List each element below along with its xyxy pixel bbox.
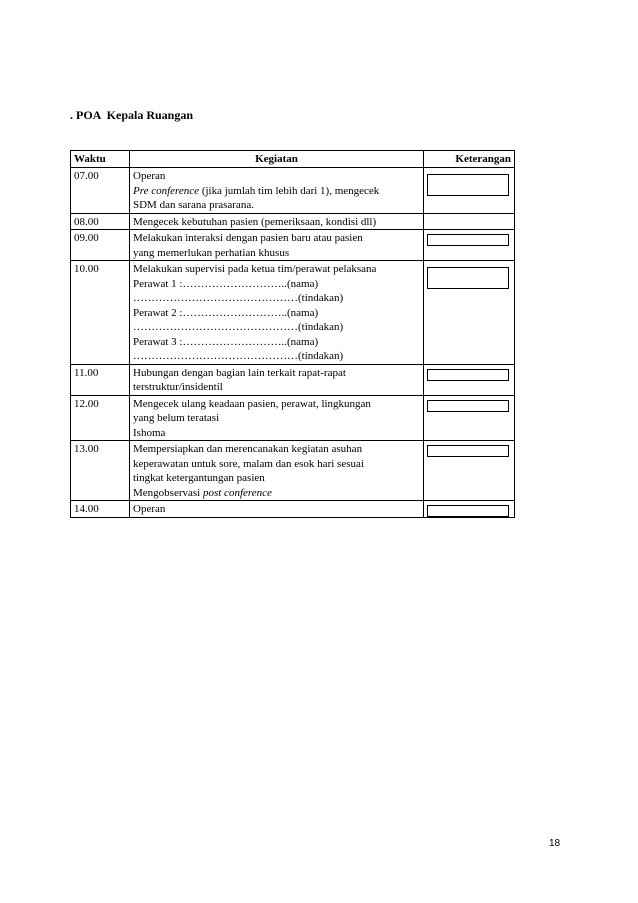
time-cell: 09.00 <box>71 230 130 261</box>
keterangan-cell <box>424 395 515 441</box>
page-heading: . POA Kepala Ruangan <box>70 108 194 122</box>
time-cell: 08.00 <box>71 213 130 230</box>
activity-line <box>133 486 420 501</box>
table-row <box>71 261 515 365</box>
keterangan-box <box>427 400 509 412</box>
keterangan-cell <box>424 441 515 501</box>
time-cell: 14.00 <box>71 501 130 518</box>
table-row <box>71 230 515 261</box>
header-kegiatan: Kegiatan <box>130 151 424 168</box>
keterangan-box <box>427 267 509 289</box>
keterangan-box <box>427 174 509 196</box>
activity-line: Mengecek ulang keadaan pasien, perawat, lingkungan <box>133 397 371 410</box>
keterangan-cell <box>424 364 515 395</box>
activity-text: (jika jumlah tim lebih dari 1), mengecek <box>201 184 380 197</box>
activity-line: yang memerlukan perhatian khusus <box>133 246 290 259</box>
activity-line: Perawat 1 :………………………..(nama) <box>133 277 319 290</box>
activity-line: tingkat ketergantungan pasien <box>133 472 265 484</box>
activity-cell <box>130 261 424 365</box>
table-row <box>71 213 515 230</box>
table-header-row <box>71 151 515 168</box>
header-keterangan: Keterangan <box>424 151 515 168</box>
activity-line: Mempersiapkan dan merencanakan kegiatan asuhan <box>133 443 363 455</box>
activity-cell <box>130 395 424 441</box>
table-row <box>71 441 515 501</box>
keterangan-box <box>427 445 509 457</box>
keterangan-box <box>427 234 509 246</box>
activity-line: terstruktur/insidentil <box>133 381 223 393</box>
activity-cell <box>130 441 424 501</box>
activity-line: yang belum teratasi <box>133 412 220 424</box>
activity-line: Perawat 2 :………………………..(nama) <box>133 306 319 319</box>
keterangan-cell <box>424 230 515 261</box>
time-cell: 12.00 <box>71 395 130 441</box>
poa-table <box>70 150 515 518</box>
table-row <box>71 501 515 518</box>
keterangan-box <box>427 369 509 381</box>
header-waktu: Waktu <box>71 151 130 168</box>
activity-line: Perawat 3 :………………………..(nama) <box>133 335 319 348</box>
keterangan-box <box>427 505 509 517</box>
activity-line <box>133 184 420 199</box>
activity-italic: Pre conference <box>133 184 200 197</box>
keterangan-cell <box>424 168 515 214</box>
table-row <box>71 395 515 441</box>
activity-line: Melakukan supervisi pada ketua tim/perawat pelaksana <box>133 263 377 275</box>
activity-cell <box>130 501 424 518</box>
activity-line: Operan <box>133 503 166 515</box>
activity-cell <box>130 364 424 395</box>
time-cell: 11.00 <box>71 364 130 395</box>
keterangan-cell <box>424 261 515 365</box>
activity-cell <box>130 213 424 230</box>
activity-cell <box>130 168 424 214</box>
table-row <box>71 168 515 214</box>
activity-line: Ishoma <box>133 426 166 439</box>
table-row <box>71 364 515 395</box>
activity-line: SDM dan sarana prasarana. <box>133 199 254 211</box>
keterangan-cell <box>424 501 515 518</box>
page-number: 18 <box>549 838 561 849</box>
activity-text: Mengobservasi <box>133 486 201 499</box>
time-cell: 07.00 <box>71 168 130 214</box>
activity-line: Melakukan interaksi dengan pasien baru atau pasien <box>133 232 363 244</box>
activity-line: ………………………………………(tindakan) <box>133 292 344 304</box>
activity-line: Hubungan dengan bagian lain terkait rapat-rapat <box>133 366 346 379</box>
time-cell: 10.00 <box>71 261 130 365</box>
activity-cell <box>130 230 424 261</box>
activity-line: keperawatan untuk sore, malam dan esok hari sesuai <box>133 457 364 470</box>
activity-line: Operan <box>133 170 166 182</box>
activity-line: ………………………………………(tindakan) <box>133 321 344 333</box>
activity-italic: post conference <box>202 486 272 499</box>
keterangan-cell <box>424 213 515 230</box>
time-cell: 13.00 <box>71 441 130 501</box>
activity-line: ………………………………………(tindakan) <box>133 350 344 362</box>
activity-line: Mengecek kebutuhan pasien (pemeriksaan, kondisi dll) <box>133 215 377 228</box>
